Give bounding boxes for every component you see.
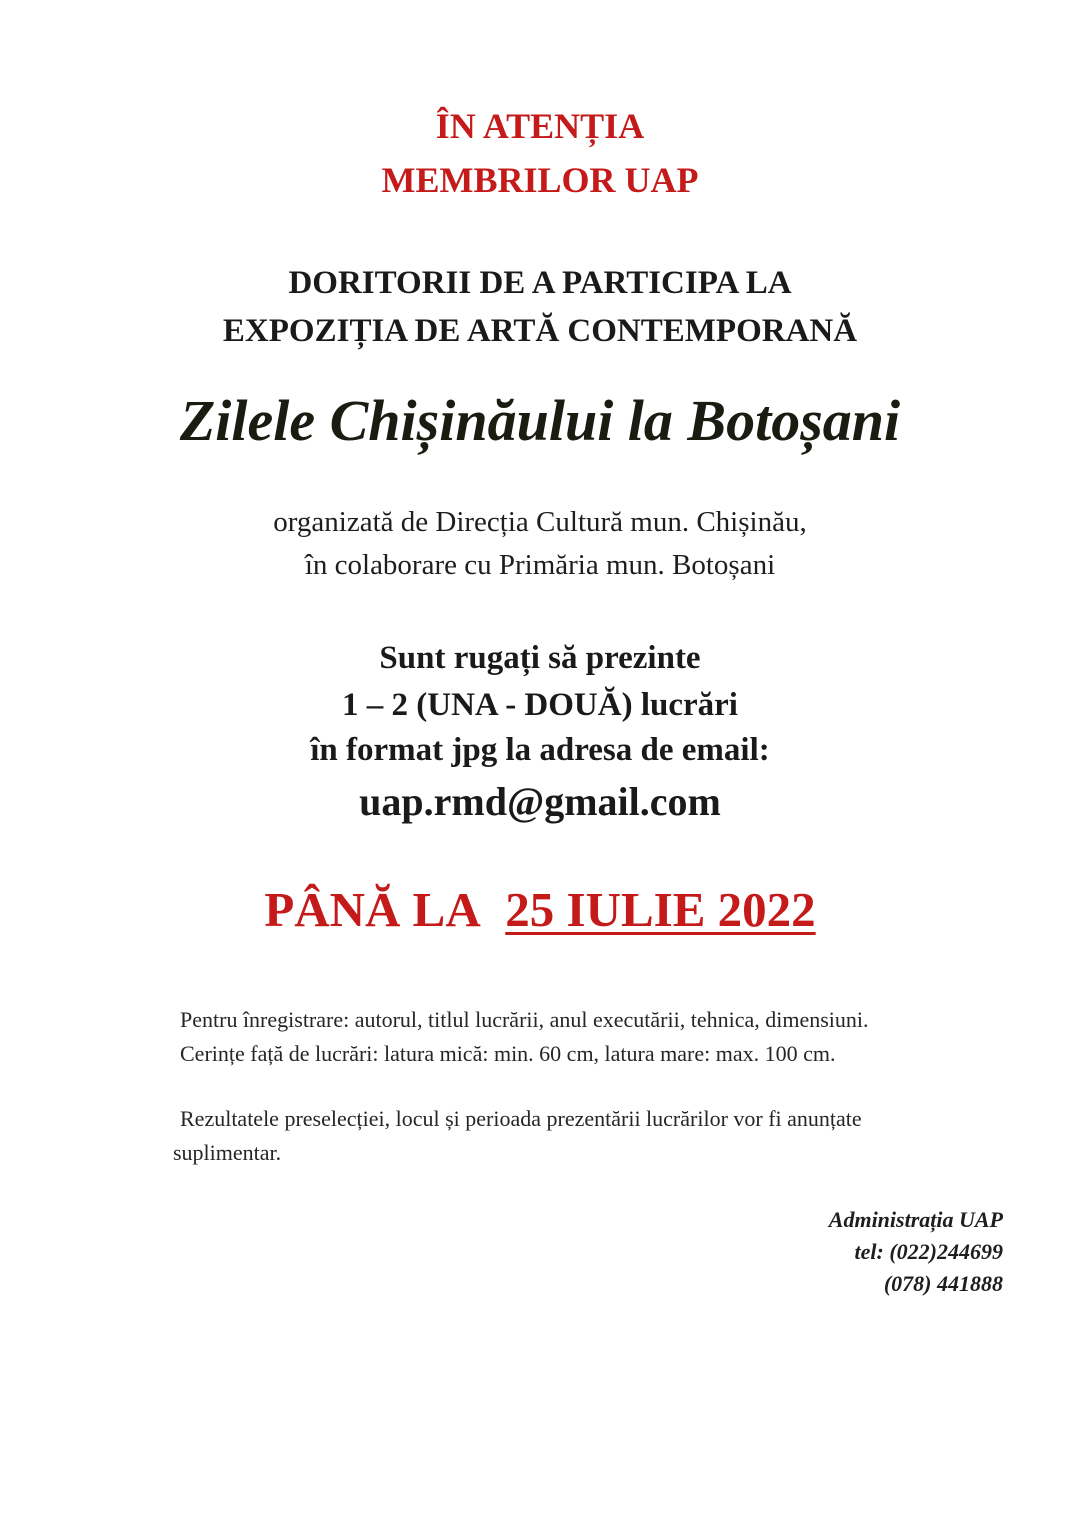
organizer-line2: în colaborare cu Primăria mun. Botoșani	[304, 549, 776, 581]
deadline-prefix: PÂNĂ LA	[264, 882, 481, 937]
note-results-line2: suplimentar.	[173, 1140, 282, 1165]
attention-heading-line2: MEMBRILOR UAP	[381, 160, 699, 200]
event-title: Zilele Chișinăului la Botoșani	[179, 388, 901, 453]
signature-phone1: tel: (022)244699	[854, 1239, 1003, 1264]
signature-name: Administrația UAP	[828, 1207, 1003, 1232]
note-requirements: Cerințe față de lucrări: latura mică: min. 60 cm, latura mare: max. 100 cm.	[180, 1041, 836, 1066]
request-line3: în format jpg la adresa de email:	[310, 732, 770, 768]
deadline	[0, 884, 1080, 936]
attention-heading-line1: ÎN ATENȚIA	[435, 106, 645, 146]
organizer-line1: organizată de Direcția Cultură mun. Chișinău,	[273, 506, 807, 538]
signature-phone2: (078) 441888	[883, 1271, 1003, 1296]
invitation-line1: DORITORII DE A PARTICIPA LA	[288, 265, 792, 301]
note-registration: Pentru înregistrare: autorul, titlul lucrării, anul executării, tehnica, dimensiuni.	[180, 1007, 869, 1032]
deadline-date: 25 IULIE 2022	[505, 882, 816, 937]
note-results-line1: Rezultatele preselecției, locul și perioada prezentării lucrărilor vor fi anunțate	[180, 1106, 862, 1131]
email-address: uap.rmd@gmail.com	[359, 779, 721, 824]
invitation-line2: EXPOZIȚIA DE ARTĂ CONTEMPORANĂ	[222, 313, 858, 349]
request-line2: 1 – 2 (UNA - DOUĂ) lucrări	[342, 687, 738, 723]
request-line1: Sunt rugați să prezinte	[379, 640, 701, 676]
